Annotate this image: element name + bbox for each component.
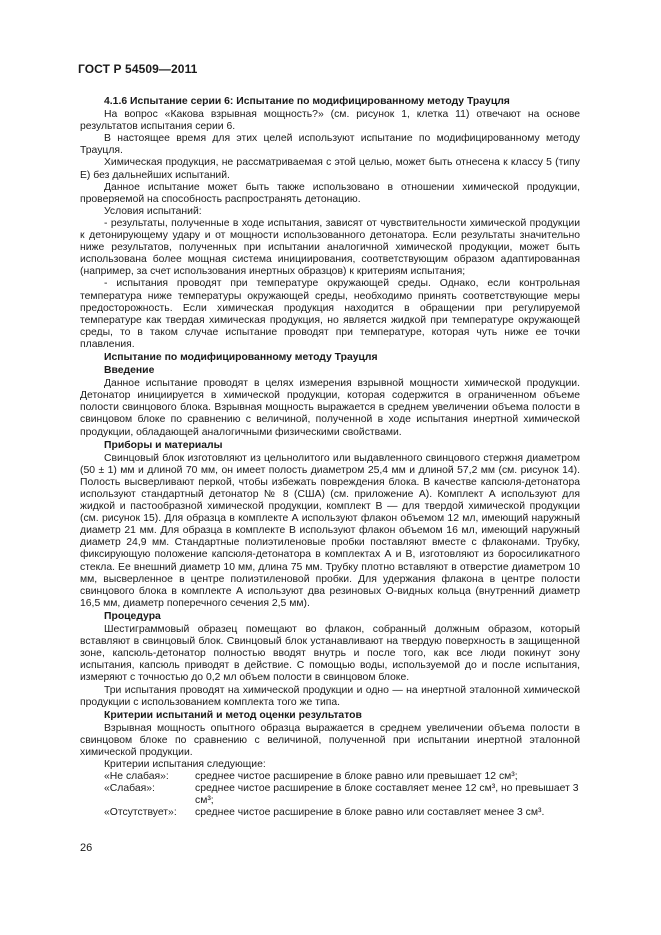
paragraph: Три испытания проводят на химической продукции и одно — на инертной эталонной химической продукции с использованием комплекта того же типа.: [80, 684, 580, 708]
criterion-row: [80, 783, 580, 807]
paragraph: Химическая продукция, не рассматриваемая с этой целью, может быть отнесена к классу 5 (типу Е) без дальнейших испытаний.: [80, 157, 580, 181]
criterion-key: «Отсутствует»:: [104, 807, 177, 819]
paragraph: Критерии испытания следующие:: [104, 759, 266, 771]
criterion-value: среднее чистое расширение в блоке равно или составляет менее 3 см³.: [195, 807, 545, 819]
criterion-row: [80, 807, 580, 819]
page-number: 26: [80, 842, 93, 854]
criterion-key: «Не слабая»:: [104, 771, 169, 783]
method-heading: Испытание по модифицированному методу Трауцля: [104, 351, 378, 363]
devices-heading: Приборы и материалы: [104, 439, 223, 451]
criterion-row: [80, 771, 580, 783]
paragraph: Условия испытаний:: [104, 205, 202, 217]
page-content: [80, 96, 580, 820]
criterion-value: среднее чистое расширение в блоке равно или превышает 12 см³;: [195, 771, 518, 783]
procedure-heading: Процедура: [104, 610, 161, 622]
criteria-heading: Критерии испытаний и метод оценки результатов: [104, 709, 362, 721]
section-title: 4.1.6 Испытание серии 6: Испытание по модифицированному методу Трауцля: [104, 96, 510, 107]
paragraph: Данное испытание может быть также использовано в отношении химической продукции, проверяемой на способность распространять детонацию.: [80, 181, 580, 205]
paragraph: - испытания проводят при температуре окружающей среды. Однако, если контрольная температура ниже температуры окружающей среды, необходимо принять соответствующие меры предосторожность. Если химическая продукция находится в обращении при регулируемой температуре как твердая химическая продукция, но является жидкой при температуре окружающей среды, то в таком случае испытание проводят при температуре, которая чуть ниже ее точки плавления.: [80, 278, 580, 350]
paragraph: Данное испытание проводят в целях измерения взрывной мощности химической продукции. Детонатор инициируется в химической продукции, которая содержится в ограниченном объеме полости свинцового блока. Взрывная мощность выражается в среднем увеличении объема полости в свинцовом блоке по сравнению с величиной, полученной в ходе испытания инертной химической продукции, обладающей аналогичными физическими свойствами.: [80, 378, 580, 438]
paragraph: Свинцовый блок изготовляют из цельнолитого или выдавленного свинцового стержня диаметром (50 ± 1) мм и длиной 70 мм, он имеет полость диаметром 25,4 мм и длиной 57,2 мм (см. рисунок 14). Полость высверливают перкой, чтобы избежать повреждения блока. В качестве капсюля-детонатора используют стандартный детонатор № 8 (США) (см. приложение А). Комплект А используют для жидкой и пастообразной химической продукции, комплект В — для твердой химической продукции (см. рисунок 15). Для образца в комплекте А используют флакон объемом 12 мл, имеющий наружный диаметр 21 мм. Для образца в комплекте В используют флакон объемом 16 мл, имеющий наружный диаметр 24,9 мм. Стандартные полиэтиленовые пробки поставляют вместе с флаконами. Трубку, фиксирующую положение капсюля-детонатора в комплектах А и В, изготовляют из боросиликатного стекла. Ее внешний диаметр 10 мм, длина 75 мм. Трубку плотно вставляют в отверстие диаметром 10 мм, высверленное в центре полиэтиленовой пробки. Для удержания флакона в центре полости свинцового блока в комплекте А используют два резиновых О-видных кольца (внутренний диаметр 16,5 мм, диаметр поперечного сечения 2,5 мм).: [80, 452, 580, 609]
paragraph: В настоящее время для этих целей используют испытание по модифицированному методу Трауцля.: [80, 133, 580, 157]
criterion-key: «Слабая»:: [104, 783, 155, 795]
paragraph: На вопрос «Какова взрывная мощность?» (см. рисунок 1, клетка 11) отвечают на основе результатов испытания серии 6.: [80, 109, 580, 133]
introduction-heading: Введение: [104, 365, 155, 377]
paragraph: Взрывная мощность опытного образца выражается в среднем увеличении объема полости в свинцовом блоке по сравнению с величиной, полученной при испытании инертной эталонной химической продукции.: [80, 722, 580, 758]
paragraph: - результаты, полученные в ходе испытания, зависят от чувствительности химической продукции к детонирующему удару и от мощности использованного детонатора. Если результаты значительно ниже результатов, полученных при испытании аналогичной химической продукции, может быть использована более мощная система инициирования, соответствующим образом адаптированная (например, за счет использования инертных образцов) к критериям испытания;: [80, 217, 580, 278]
document-header: ГОСТ Р 54509—2011: [78, 62, 198, 76]
criterion-value: среднее чистое расширение в блоке составляет менее 12 см³, но превышает 3 см³;: [195, 783, 579, 807]
paragraph: Шестиграммовый образец помещают во флакон, собранный должным образом, который вставляют в свинцовый блок. Свинцовый блок устанавливают на твердую поверхность в защищенной зоне, капсюль-детонатор полностью вводят внутрь и после того, как все люди покинут зону испытания, капсюль приводят в действие. С помощью воды, используемой до и после испытания, измеряют с точностью до 0,2 мл объем полости в свинцовом блоке.: [80, 624, 580, 684]
